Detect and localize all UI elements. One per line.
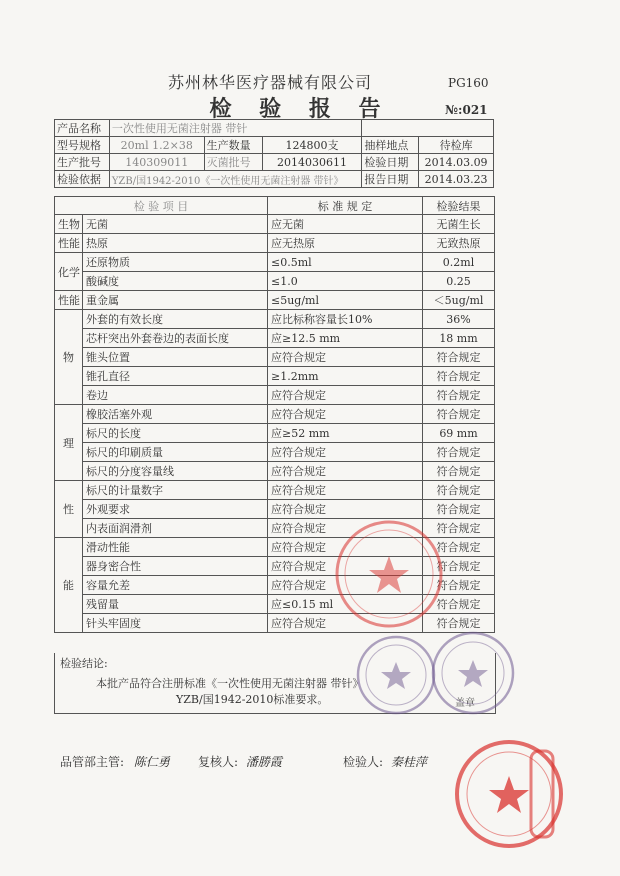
perforation-seal-red-icon <box>528 748 556 840</box>
row-result: 符合规定 <box>423 443 495 462</box>
row-requirement: ≥1.2mm <box>268 367 423 386</box>
row-requirement: 应无热原 <box>268 234 423 253</box>
info-row-product <box>55 120 494 137</box>
inspector-signature-text: 秦桂萍 <box>390 755 427 769</box>
table-row <box>55 215 495 234</box>
inspection-stamp-purple-icon <box>355 634 437 716</box>
info-row-batch <box>55 154 494 171</box>
group-bio-1: 生物 <box>55 215 83 234</box>
inspection-date-value: 2014.03.09 <box>419 154 494 171</box>
row-result: 18 mm <box>423 329 495 348</box>
qa-signature-text: 陈仁勇 <box>133 755 170 769</box>
inspector-signature <box>343 753 427 770</box>
table-row <box>55 481 495 500</box>
row-requirement: 应符合规定 <box>268 538 423 557</box>
review-signature <box>198 753 282 770</box>
row-result: 符合规定 <box>423 576 495 595</box>
row-requirement: 应≥52 mm <box>268 424 423 443</box>
group-phys-1: 物 <box>55 310 83 405</box>
qty-value: 124800支 <box>262 137 362 154</box>
row-result: 69 mm <box>423 424 495 443</box>
row-item: 外观要求 <box>83 500 268 519</box>
company-name: 苏州林华医疗器械有限公司 <box>167 73 372 92</box>
table-row <box>55 500 495 519</box>
inspection-stamp-purple-2-icon <box>430 630 516 716</box>
conclusion-label: 检验结论: <box>60 657 108 670</box>
row-requirement: 应≤0.15 ml <box>268 595 423 614</box>
row-item: 内表面润滑剂 <box>83 519 268 538</box>
row-result: 无菌生长 <box>423 215 495 234</box>
row-requirement: 应符合规定 <box>268 519 423 538</box>
table-row <box>55 386 495 405</box>
row-item: 无菌 <box>83 215 268 234</box>
row-item: 标尺的计量数字 <box>83 481 268 500</box>
inspection-date-label: 检验日期 <box>362 154 419 171</box>
table-row <box>55 310 495 329</box>
batch-value: 140309011 <box>109 154 204 171</box>
row-result: 符合规定 <box>423 538 495 557</box>
report-number-label: №: <box>445 103 463 117</box>
group-phys-3: 性 <box>55 481 83 538</box>
conclusion-line-1: 本批产品符合注册标准《一次性使用无菌注射器 带针》 <box>96 677 364 690</box>
basis-label: 检验依据 <box>55 171 110 188</box>
row-item: 还原物质 <box>83 253 268 272</box>
form-code: PG160 <box>448 76 489 90</box>
table-row <box>55 253 495 272</box>
report-title: 检 验 报 告 <box>209 96 391 122</box>
qa-label: 品管部主管: <box>60 755 125 769</box>
row-result: 0.2ml <box>423 253 495 272</box>
review-signature-text: 潘勝霞 <box>245 755 282 769</box>
row-item: 标尺的分度容量线 <box>83 462 268 481</box>
table-row <box>55 443 495 462</box>
sterilization-value: 2014030611 <box>262 154 362 171</box>
col-result-header: 检验结果 <box>423 197 495 215</box>
row-result: 无致热原 <box>423 234 495 253</box>
conclusion-stamp-label: 盖章 <box>455 698 475 709</box>
row-item: 橡胶活塞外观 <box>83 405 268 424</box>
table-row <box>55 424 495 443</box>
table-row <box>55 272 495 291</box>
qty-label: 生产数量 <box>204 137 262 154</box>
row-result: 0.25 <box>423 272 495 291</box>
product-blank <box>362 120 494 137</box>
row-item: 器身密合性 <box>83 557 268 576</box>
row-result: 符合规定 <box>423 462 495 481</box>
row-requirement: 应符合规定 <box>268 500 423 519</box>
info-table <box>54 119 494 188</box>
inspector-label: 检验人: <box>343 755 384 769</box>
table-row <box>55 234 495 253</box>
inspection-table-header <box>55 197 495 215</box>
row-item: 酸碱度 <box>83 272 268 291</box>
quality-stamp-red-icon <box>333 518 445 630</box>
info-row-basis <box>55 171 494 188</box>
row-requirement: 应符合规定 <box>268 614 423 633</box>
row-requirement: 应符合规定 <box>268 405 423 424</box>
row-result: 符合规定 <box>423 348 495 367</box>
row-result: 36% <box>423 310 495 329</box>
row-requirement: 应比标称容量长10% <box>268 310 423 329</box>
table-row <box>55 348 495 367</box>
row-item: 卷边 <box>83 386 268 405</box>
row-requirement: 应符合规定 <box>268 462 423 481</box>
table-row <box>55 462 495 481</box>
conclusion-line-2: YZB/国1942-2010标准要求。 <box>176 693 329 706</box>
table-row <box>55 329 495 348</box>
row-result: 符合规定 <box>423 595 495 614</box>
row-result: ＜5ug/ml <box>423 291 495 310</box>
row-item: 标尺的长度 <box>83 424 268 443</box>
row-requirement: 应符合规定 <box>268 481 423 500</box>
row-requirement: ≤0.5ml <box>268 253 423 272</box>
row-requirement: 应符合规定 <box>268 557 423 576</box>
spec-value: 20ml 1.2×38 <box>109 137 204 154</box>
group-bio-2: 性能 <box>55 234 83 253</box>
row-item: 热原 <box>83 234 268 253</box>
row-requirement: 应符合规定 <box>268 348 423 367</box>
row-item: 容量允差 <box>83 576 268 595</box>
row-result: 符合规定 <box>423 386 495 405</box>
info-row-spec <box>55 137 494 154</box>
group-chem-2: 性能 <box>55 291 83 310</box>
product-value: 一次性使用无菌注射器 带针 <box>109 120 362 137</box>
row-item: 针头牢固度 <box>83 614 268 633</box>
spec-label: 型号规格 <box>55 137 110 154</box>
row-result: 符合规定 <box>423 557 495 576</box>
row-item: 标尺的印刷质量 <box>83 443 268 462</box>
group-chem-1: 化学 <box>55 253 83 291</box>
row-item: 重金属 <box>83 291 268 310</box>
row-item: 锥孔直径 <box>83 367 268 386</box>
row-requirement: ≤5ug/ml <box>268 291 423 310</box>
review-label: 复核人: <box>198 755 239 769</box>
row-requirement: 应符合规定 <box>268 386 423 405</box>
row-requirement: 应符合规定 <box>268 443 423 462</box>
table-row <box>55 367 495 386</box>
report-number-value: 021 <box>462 103 488 117</box>
row-requirement: 应无菌 <box>268 215 423 234</box>
group-phys-4: 能 <box>55 538 83 633</box>
batch-label: 生产批号 <box>55 154 110 171</box>
report-date-label: 报告日期 <box>362 171 419 188</box>
table-row <box>55 291 495 310</box>
group-phys-2: 理 <box>55 405 83 481</box>
row-result: 符合规定 <box>423 405 495 424</box>
site-value: 待检库 <box>419 137 494 154</box>
table-row <box>55 405 495 424</box>
col-requirement-header: 标 准 规 定 <box>268 197 423 215</box>
row-item: 外套的有效长度 <box>83 310 268 329</box>
site-label: 抽样地点 <box>362 137 419 154</box>
row-item: 芯杆突出外套卷边的表面长度 <box>83 329 268 348</box>
row-item: 滑动性能 <box>83 538 268 557</box>
sterilization-label: 灭菌批号 <box>204 154 262 171</box>
row-item: 残留量 <box>83 595 268 614</box>
row-item: 锥头位置 <box>83 348 268 367</box>
row-result: 符合规定 <box>423 500 495 519</box>
qa-signature <box>60 753 170 770</box>
row-requirement: 应≥12.5 mm <box>268 329 423 348</box>
product-label: 产品名称 <box>55 120 110 137</box>
report-number <box>445 103 488 117</box>
col-item-header: 检 验 项 目 <box>55 197 268 215</box>
row-requirement: ≤1.0 <box>268 272 423 291</box>
basis-value: YZB/国1942-2010《一次性使用无菌注射器 带针》 <box>109 171 362 188</box>
row-result: 符合规定 <box>423 614 495 633</box>
report-date-value: 2014.03.23 <box>419 171 494 188</box>
row-requirement: 应符合规定 <box>268 576 423 595</box>
row-result: 符合规定 <box>423 481 495 500</box>
row-result: 符合规定 <box>423 367 495 386</box>
row-result: 符合规定 <box>423 519 495 538</box>
